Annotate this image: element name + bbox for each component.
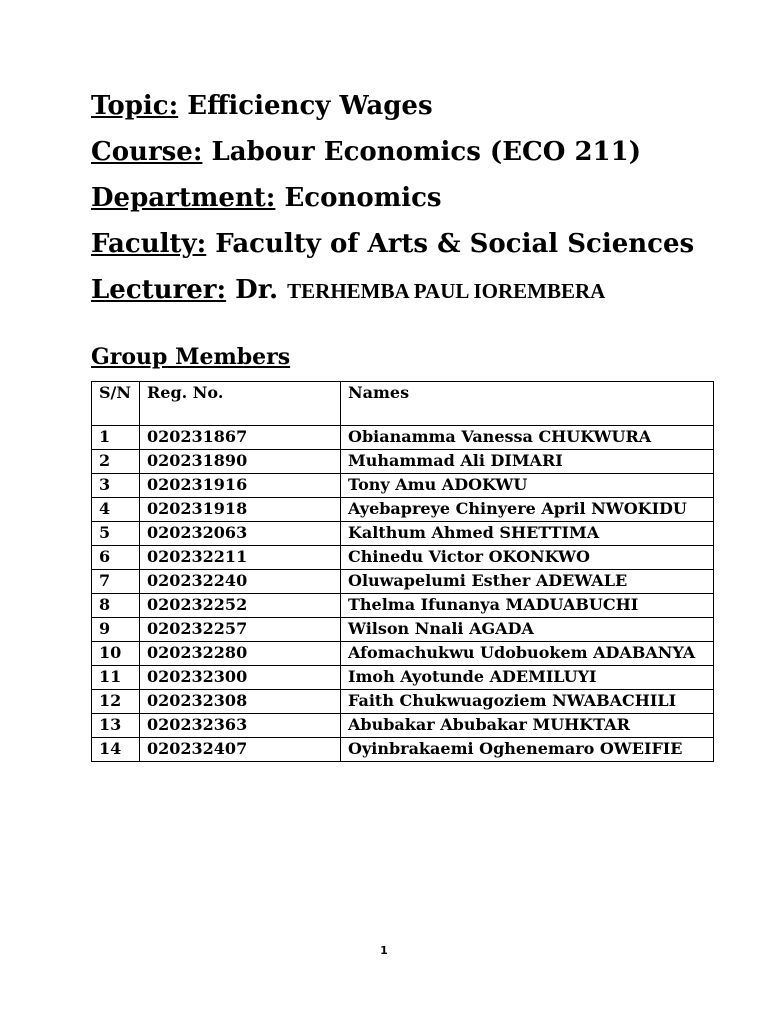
- course-label: Course:: [91, 137, 203, 167]
- cell-reg-no: 020231918: [140, 498, 341, 522]
- table-row: [92, 594, 714, 618]
- table-row: [92, 498, 714, 522]
- cell-sn: 11: [92, 666, 140, 690]
- cell-sn: 7: [92, 570, 140, 594]
- topic-value: Efficiency Wages: [187, 91, 433, 121]
- table-row: [92, 714, 714, 738]
- cell-name: Tony Amu ADOKWU: [341, 474, 714, 498]
- group-members-title: Group Members: [91, 344, 291, 370]
- cell-name: Oluwapelumi Esther ADEWALE: [341, 570, 714, 594]
- table-row: [92, 426, 714, 450]
- cell-reg-no: 020232211: [140, 546, 341, 570]
- cell-name: Chinedu Victor OKONKWO: [341, 546, 714, 570]
- department-field: [91, 180, 721, 216]
- department-value: Economics: [284, 183, 442, 213]
- lecturer-title: Dr.: [235, 275, 279, 305]
- table-row: [92, 618, 714, 642]
- cell-reg-no: 020232280: [140, 642, 341, 666]
- cell-name: Obianamma Vanessa CHUKWURA: [341, 426, 714, 450]
- faculty-value: Faculty of Arts & Social Sciences: [215, 229, 695, 259]
- table-row: [92, 450, 714, 474]
- header-names: Names: [341, 382, 714, 426]
- cell-reg-no: 020232407: [140, 738, 341, 762]
- cell-reg-no: 020232308: [140, 690, 341, 714]
- table-row: [92, 642, 714, 666]
- cell-name: Abubakar Abubakar MUHKTAR: [341, 714, 714, 738]
- cell-sn: 4: [92, 498, 140, 522]
- cell-sn: 5: [92, 522, 140, 546]
- faculty-label: Faculty:: [91, 229, 207, 259]
- cell-sn: 12: [92, 690, 140, 714]
- cell-name: Afomachukwu Udobuokem ADABANYA: [341, 642, 714, 666]
- table-row: [92, 474, 714, 498]
- cell-sn: 14: [92, 738, 140, 762]
- cell-sn: 13: [92, 714, 140, 738]
- cell-name: Muhammad Ali DIMARI: [341, 450, 714, 474]
- cell-name: Faith Chukwuagoziem NWABACHILI: [341, 690, 714, 714]
- topic-label: Topic:: [91, 91, 179, 121]
- cell-reg-no: 020232300: [140, 666, 341, 690]
- cell-name: Ayebapreye Chinyere April NWOKIDU: [341, 498, 714, 522]
- department-label: Department:: [91, 183, 276, 213]
- cell-name: Wilson Nnali AGADA: [341, 618, 714, 642]
- cell-sn: 1: [92, 426, 140, 450]
- cell-reg-no: 020232240: [140, 570, 341, 594]
- cell-sn: 10: [92, 642, 140, 666]
- cell-reg-no: 020232363: [140, 714, 341, 738]
- cell-sn: 6: [92, 546, 140, 570]
- page-number: 1: [380, 944, 388, 957]
- header-sn: S/N: [92, 382, 140, 426]
- cell-reg-no: 020231867: [140, 426, 341, 450]
- lecturer-label: Lecturer:: [91, 275, 227, 305]
- lecturer-name: TERHEMBA PAUL IOREMBERA: [287, 279, 606, 303]
- cell-sn: 2: [92, 450, 140, 474]
- cell-name: Imoh Ayotunde ADEMILUYI: [341, 666, 714, 690]
- table-row: [92, 570, 714, 594]
- lecturer-field: [91, 272, 721, 309]
- cell-reg-no: 020232257: [140, 618, 341, 642]
- cell-name: Kalthum Ahmed SHETTIMA: [341, 522, 714, 546]
- cell-reg-no: 020232063: [140, 522, 341, 546]
- cell-reg-no: 020231916: [140, 474, 341, 498]
- course-field: [91, 134, 721, 170]
- table-row: [92, 690, 714, 714]
- table-row: [92, 666, 714, 690]
- cell-name: Oyinbrakaemi Oghenemaro OWEIFIE: [341, 738, 714, 762]
- topic-field: [91, 88, 721, 124]
- cell-sn: 3: [92, 474, 140, 498]
- cell-sn: 8: [92, 594, 140, 618]
- course-value: Labour Economics (ECO 211): [211, 137, 642, 167]
- table-row: [92, 546, 714, 570]
- cell-sn: 9: [92, 618, 140, 642]
- cell-reg-no: 020232252: [140, 594, 341, 618]
- group-members-table: [91, 381, 714, 762]
- table-row: [92, 738, 714, 762]
- table-header-row: [92, 382, 714, 426]
- document-page: [91, 88, 721, 762]
- cell-name: Thelma Ifunanya MADUABUCHI: [341, 594, 714, 618]
- faculty-field: [91, 226, 721, 262]
- header-reg-no: Reg. No.: [140, 382, 341, 426]
- table-row: [92, 522, 714, 546]
- cell-reg-no: 020231890: [140, 450, 341, 474]
